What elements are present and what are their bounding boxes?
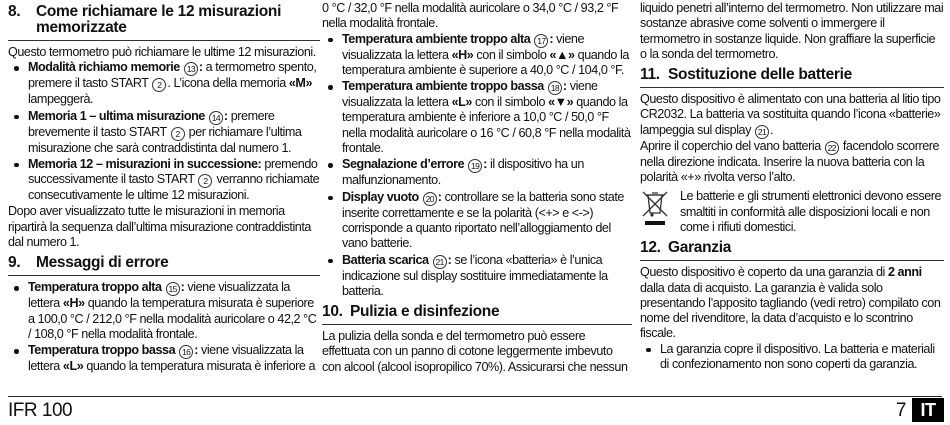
bold-text: «M»: [288, 76, 313, 91]
list-item: [322, 32, 632, 79]
section-heading: [322, 303, 632, 325]
section-number: 10.: [322, 303, 343, 321]
text: se l’icona «batteria» è l’unica indicazione sul display sostituire immediatamente la batteria.: [342, 252, 608, 298]
circled-reference-number: 18: [548, 81, 562, 95]
list-item: [322, 253, 632, 300]
bold-text: :: [549, 31, 554, 46]
bold-text: Memoria 12 – misurazioni in successione:: [28, 156, 262, 171]
footer-divider: [8, 396, 942, 397]
bold-text: Temperatura troppo bassa: [28, 343, 179, 358]
text: 0 °C / 32,0 °F nella modalità auricolare o 34,0 °C / 93,2 °F nella modalità frontale.: [322, 1, 619, 31]
list-item: [322, 157, 632, 188]
bold-text: «▼»: [548, 95, 574, 110]
text: liquido penetri all’interno del termometro. Non utilizzare mai sostanze abrasive come solventi o immergere il termometro in sostanze liquide. Non graffiare la superficie o la sonda del termometro.: [640, 1, 944, 61]
bold-text: :: [223, 108, 228, 123]
text: La pulizia della sonda e del termometro può essere effettuata con un panno di cotone leggermente imbevuto con alcool (alcool isopropilico 70%). Assicurarsi che nessun: [322, 329, 628, 374]
circled-reference-number: 2: [152, 78, 166, 92]
text: Questo dispositivo è coperto da una garanzia di: [640, 265, 888, 280]
circled-reference-number: 17: [534, 34, 548, 48]
bold-text: :: [194, 343, 198, 358]
bold-text: :: [562, 79, 567, 94]
bold-text: Temperatura ambiente troppo alta: [342, 31, 534, 46]
section-heading: [640, 239, 944, 261]
section-title: Sostituzione delle batterie: [668, 66, 852, 84]
list-item: [8, 109, 320, 156]
text: Questo termometro può richiamare le ultime 12 misurazioni.: [8, 45, 316, 59]
section-heading: [640, 66, 944, 88]
section-number: 8.: [8, 3, 21, 20]
bold-text: Modalità richiamo memorie: [28, 60, 183, 75]
bold-text: «L»: [451, 95, 472, 110]
text: . L’icona della memoria: [167, 76, 289, 91]
circled-reference-number: 16: [179, 345, 193, 359]
bold-text: :: [483, 157, 487, 172]
circled-reference-number: 22: [825, 141, 839, 155]
circled-reference-number: 13: [184, 62, 198, 76]
text: con il simbolo: [473, 47, 550, 62]
text: con il simbolo: [471, 95, 549, 110]
list-item: [8, 280, 320, 342]
text: Dopo aver visualizzato tutte le misurazioni in memoria ripartirà la sequenza dall’ultima misurazione contraddistinta dal numero 1.: [8, 204, 311, 250]
text: per richiamare l’ultima misurazione che sarà contraddistinta dal numero 1.: [28, 124, 302, 155]
section-heading: [8, 3, 320, 41]
bold-text: :: [437, 189, 442, 204]
section-title: Messaggi di errore: [36, 254, 169, 272]
text: .: [770, 122, 774, 137]
text: quando la temperatura ambiente è superiore a 40,0 °C / 104,0 °F.: [342, 47, 629, 77]
section-number: 9.: [8, 254, 21, 272]
language-badge: IT: [912, 398, 944, 422]
section-heading: [8, 254, 320, 276]
page-number: 7: [895, 400, 906, 421]
text: facendolo scorrere nella direzione indicata. Inserire la nuova batteria con la polarità «+» rivolta verso l’alto.: [640, 138, 940, 185]
text: viene visualizzata la lettera: [28, 343, 304, 374]
text: viene visualizzata la lettera: [342, 31, 585, 62]
bold-text: Memoria 1 – ultima misurazione: [28, 108, 208, 123]
text: Questo dispositivo è alimentato con una batteria al litio tipo CR2032. La batteria va sostituita quando l’icona «batterie» lampeggia sul display: [640, 92, 941, 137]
list-item: [8, 60, 320, 107]
bold-text: «H»: [62, 296, 85, 311]
paragraph: [8, 45, 320, 60]
text: controllare se la batteria sono state inserite correttamente e se la polarità (<+> e <->) corrisponde a quanto riportato nell’alloggiamento del vano batterie.: [342, 189, 624, 251]
list-item: [322, 79, 632, 156]
disposal-notice: [640, 189, 944, 235]
bold-text: Batteria scarica: [342, 252, 432, 267]
column-2: [322, 1, 632, 375]
disposal-text: [680, 189, 944, 235]
section-title: Garanzia: [668, 239, 732, 257]
text: il dispositivo ha un malfunzionamento.: [342, 157, 584, 188]
text: verranno richiamate consecutivamente le ultime 12 misurazioni.: [28, 172, 320, 203]
circled-reference-number: 2: [198, 174, 212, 188]
bold-text: 2 anni: [887, 265, 922, 280]
list-item: [8, 157, 320, 204]
circled-reference-number: 19: [468, 159, 482, 173]
paragraph: [640, 265, 944, 341]
circled-reference-number: 21: [755, 125, 769, 139]
bold-text: :: [180, 280, 185, 295]
text: dalla data di acquisto. La garanzia è valida solo presentando l’apposito tagliando (vedi retro) compilato con nome del rivenditore, la data d’acquisto e lo scontrino fiscale.: [640, 280, 941, 341]
text: premendo successivamente il tasto START: [28, 156, 318, 187]
paragraph: [322, 329, 632, 375]
text: Le batterie e gli strumenti elettronici devono essere smaltiti in conformità alle disposizioni locali e non come i rifiuti domestici.: [680, 189, 942, 234]
text: viene visualizzata la lettera: [342, 79, 598, 110]
column-1: [8, 1, 320, 376]
text: quando la temperatura misurata è inferiore a: [83, 359, 316, 374]
text: a termometro spento, premere il tasto START: [28, 60, 317, 91]
section-number: 12.: [640, 239, 661, 257]
text: premere brevemente il tasto START: [28, 108, 275, 139]
circled-reference-number: 20: [423, 192, 437, 206]
circled-reference-number: 15: [166, 282, 180, 296]
paragraph: [640, 1, 944, 62]
bold-text: Temperatura ambiente troppo bassa: [342, 79, 547, 94]
model-name: IFR 100: [8, 400, 73, 421]
list-item: [640, 342, 944, 373]
column-3: [640, 1, 944, 373]
text: quando la temperatura misurata è superiore a 100,0 °C / 212,0 °F nella modalità auricolare o 42,2 °C / 108,0 °F nella modalità frontale.: [28, 296, 317, 341]
text: viene visualizzata la lettera: [28, 280, 290, 311]
paragraph: [640, 139, 944, 186]
bold-text: :: [447, 252, 452, 267]
list-item: [8, 343, 320, 374]
paragraph: [8, 204, 320, 250]
bold-text: Temperatura troppo alta: [28, 280, 165, 295]
section-title: Come richiamare le 12 misurazioni memorizzate: [36, 3, 282, 36]
paragraph: [640, 92, 944, 139]
section-number: 11.: [640, 66, 660, 84]
text: lampeggerà.: [28, 92, 94, 107]
circled-reference-number: 14: [209, 111, 223, 125]
bold-text: «L»: [62, 359, 84, 374]
circled-reference-number: 2: [171, 127, 185, 141]
bold-text: «H»: [451, 47, 474, 62]
crossed-bin-icon: [640, 189, 670, 235]
bold-text: «▲»: [549, 47, 575, 62]
text: quando la temperatura ambiente è inferiore a 10,0 °C / 50,0 °F nella modalità auricolare o 16 °C / 60,8 °F nella modalità frontale.: [342, 95, 631, 156]
text: Aprire il coperchio del vano batteria: [640, 138, 824, 153]
list-item: [322, 190, 632, 252]
bold-text: Display vuoto: [342, 189, 422, 204]
bold-text: Segnalazione d’errore: [342, 157, 468, 172]
bold-text: :: [198, 60, 203, 75]
section-title: Pulizia e disinfezione: [350, 303, 500, 321]
circled-reference-number: 21: [433, 255, 447, 269]
text: La garanzia copre il dispositivo. La batteria e materiali di confezionamento non sono coperti da garanzia.: [660, 341, 935, 372]
paragraph: [322, 1, 632, 32]
